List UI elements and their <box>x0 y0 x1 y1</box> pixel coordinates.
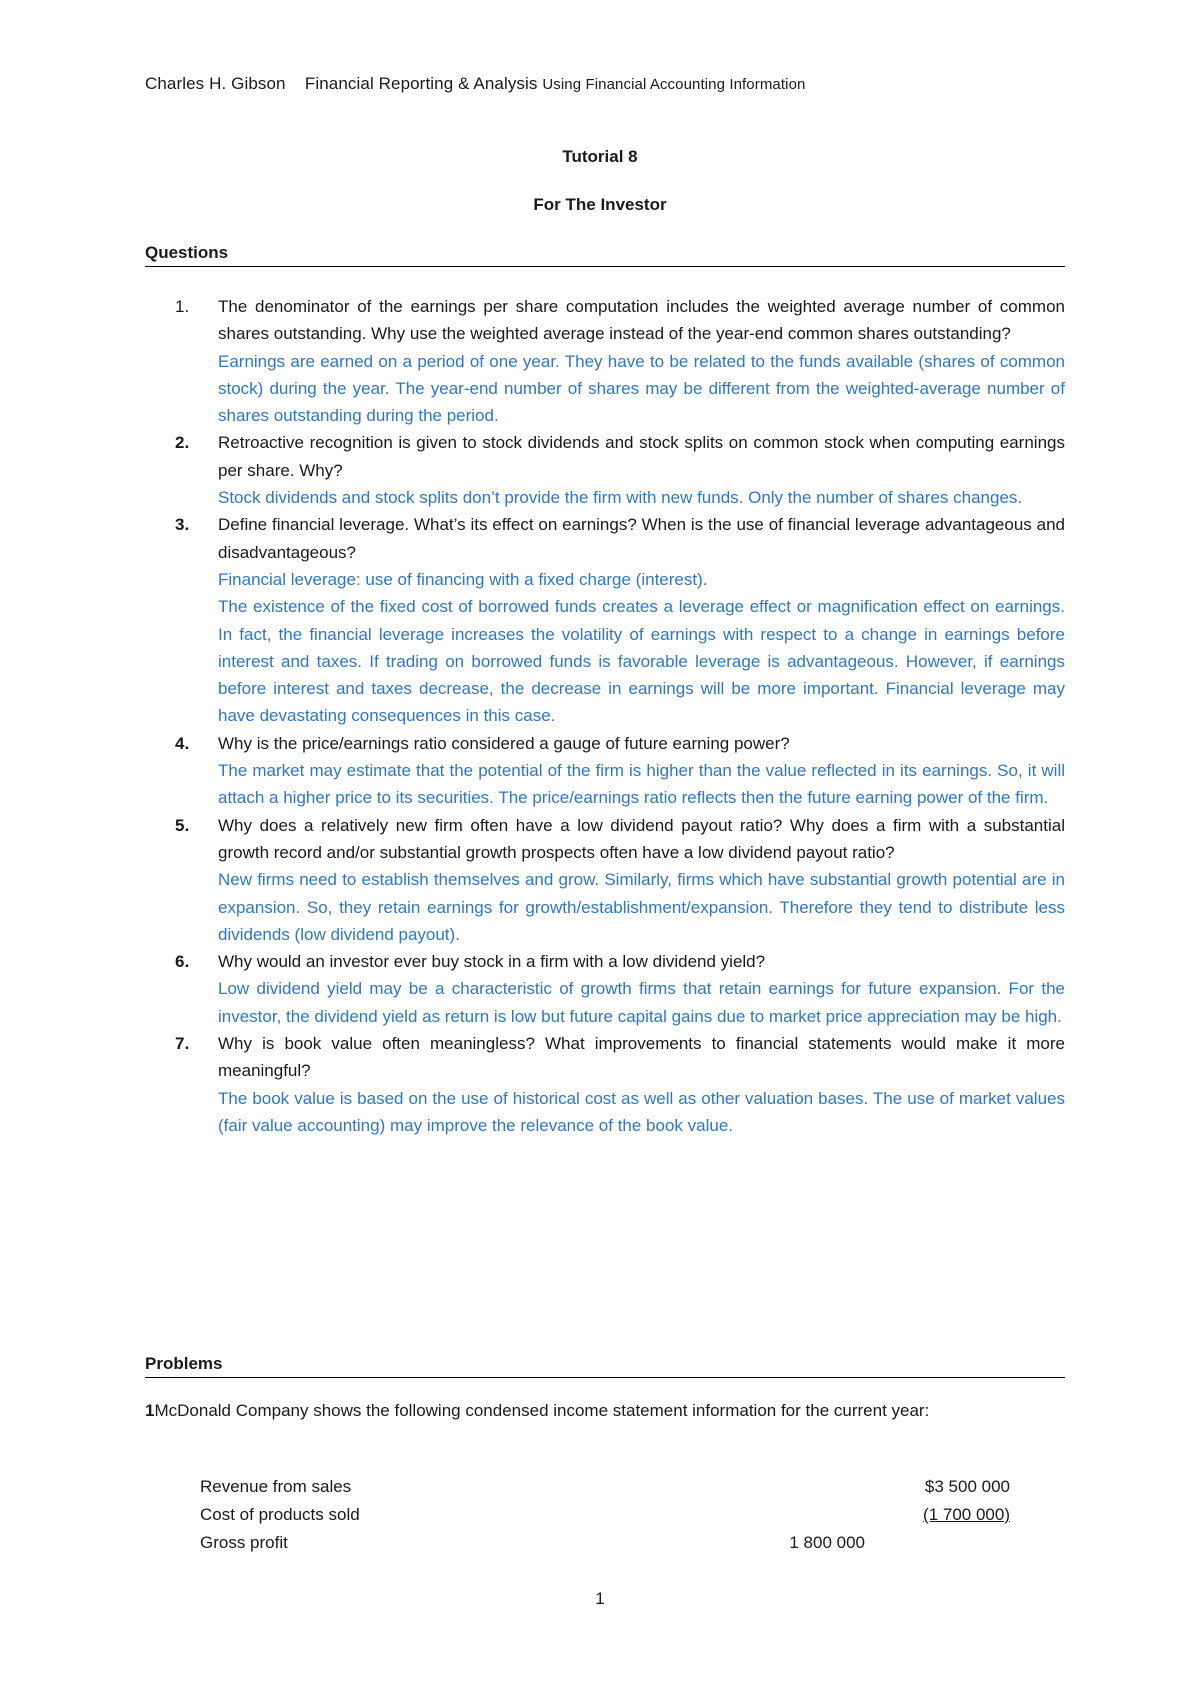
answer-text: Low dividend yield may be a characteristic of growth firms that retain earnings for future expansion. For the investor, the dividend yield as return is low but future capital gains due to market price appreciation may be high. <box>218 979 1065 1026</box>
income-row-amount: $3 500 000 <box>924 1477 1010 1496</box>
question-text: Why is book value often meaningless? What improvements to financial statements would make it more meaningful? <box>218 1034 1065 1081</box>
answer-text: The market may estimate that the potential of the firm is higher than the value reflected in its earnings. So, it will attach a higher price to its securities. The price/earnings ratio reflects then the future earning power of the firm. <box>218 761 1065 808</box>
question-number: 4. <box>175 733 190 753</box>
question-number: 5. <box>175 815 190 835</box>
problem-number: 1 <box>145 1401 155 1420</box>
question-item <box>145 948 1065 1030</box>
income-row-amount: (1 700 000) <box>923 1505 1010 1524</box>
answer-text-continued: The existence of the fixed cost of borrowed funds creates a leverage effect or magnification effect on earnings. In fact, the financial leverage increases the volatility of earnings with respect to a change in earnings before interest and taxes. If trading on borrowed funds is favorable leverage is advantageous. However, if earnings before interest and taxes decrease, the decrease in earnings will be more important. Financial leverage may have devastating consequences in this case. <box>218 597 1065 726</box>
income-row-label: Revenue from sales <box>200 1477 352 1496</box>
question-item <box>145 293 1065 429</box>
page-number: 1 <box>595 1589 605 1608</box>
question-text: Define financial leverage. What’s its effect on earnings? When is the use of financial leverage advantageous and disadvantageous? <box>218 515 1065 562</box>
income-row-label: Gross profit <box>200 1533 288 1552</box>
answer-text: Stock dividends and stock splits don’t provide the firm with new funds. Only the number of shares changes. <box>218 488 1023 508</box>
problems-heading-rule <box>145 1377 1065 1378</box>
question-text: Retroactive recognition is given to stock dividends and stock splits on common stock when computing earnings per share. Why? <box>218 433 1065 480</box>
question-text: The denominator of the earnings per share computation includes the weighted average number of common shares outstanding. Why use the weighted average instead of the year-end common shares outstanding? <box>218 297 1065 344</box>
answer-text: Earnings are earned on a period of one year. They have to be related to the funds available (shares of common stock) during the year. The year-end number of shares may be different from the weighted-average number of shares outstanding during the period. <box>218 351 1065 426</box>
question-number: 1. <box>175 297 190 316</box>
question-item <box>145 511 1065 729</box>
answer-text: Financial leverage: use of financing with a fixed charge (interest). <box>218 569 708 589</box>
income-row-label: Cost of products sold <box>200 1505 360 1524</box>
problem-text: McDonald Company shows the following condensed income statement information for the current year: <box>154 1401 930 1420</box>
question-text: Why would an investor ever buy stock in a firm with a low dividend yield? <box>218 952 766 972</box>
question-item <box>145 812 1065 948</box>
question-item <box>145 730 1065 812</box>
problem-1-statement <box>145 1397 1065 1425</box>
header-book-title: Financial Reporting & Analysis <box>304 74 538 93</box>
problems-heading: Problems <box>145 1354 223 1373</box>
question-item <box>145 429 1065 511</box>
income-row-subtotal: 1 800 000 <box>789 1533 865 1552</box>
question-text: Why is the price/earnings ratio considered a gauge of future earning power? <box>218 733 790 753</box>
question-text: Why does a relatively new firm often have a low dividend payout ratio? Why does a firm with a substantial growth record and/or substantial growth prospects often have a low dividend payout ratio? <box>218 815 1065 862</box>
answer-text: New firms need to establish themselves and grow. Similarly, firms which have substantial growth potential are in expansion. So, they retain earnings for growth/establishment/expansion. Therefore they tend to distribute less dividends (low dividend payout). <box>218 870 1065 944</box>
questions-list <box>145 293 1065 1139</box>
question-number: 3. <box>175 515 190 535</box>
question-number: 6. <box>175 952 190 972</box>
question-item <box>145 1030 1065 1139</box>
questions-heading-rule <box>145 266 1065 267</box>
questions-heading: Questions <box>145 243 229 262</box>
document-subtitle: For The Investor <box>533 195 667 214</box>
running-header <box>145 74 805 94</box>
header-author: Charles H. Gibson <box>145 74 286 93</box>
document-title: Tutorial 8 <box>562 147 638 166</box>
question-number: 2. <box>175 433 190 453</box>
header-book-subtitle: Using Financial Accounting Information <box>542 76 806 93</box>
answer-text: The book value is based on the use of historical cost as well as other valuation bases. The use of market values (fair value accounting) may improve the relevance of the book value. <box>218 1088 1065 1135</box>
question-number: 7. <box>175 1034 190 1054</box>
